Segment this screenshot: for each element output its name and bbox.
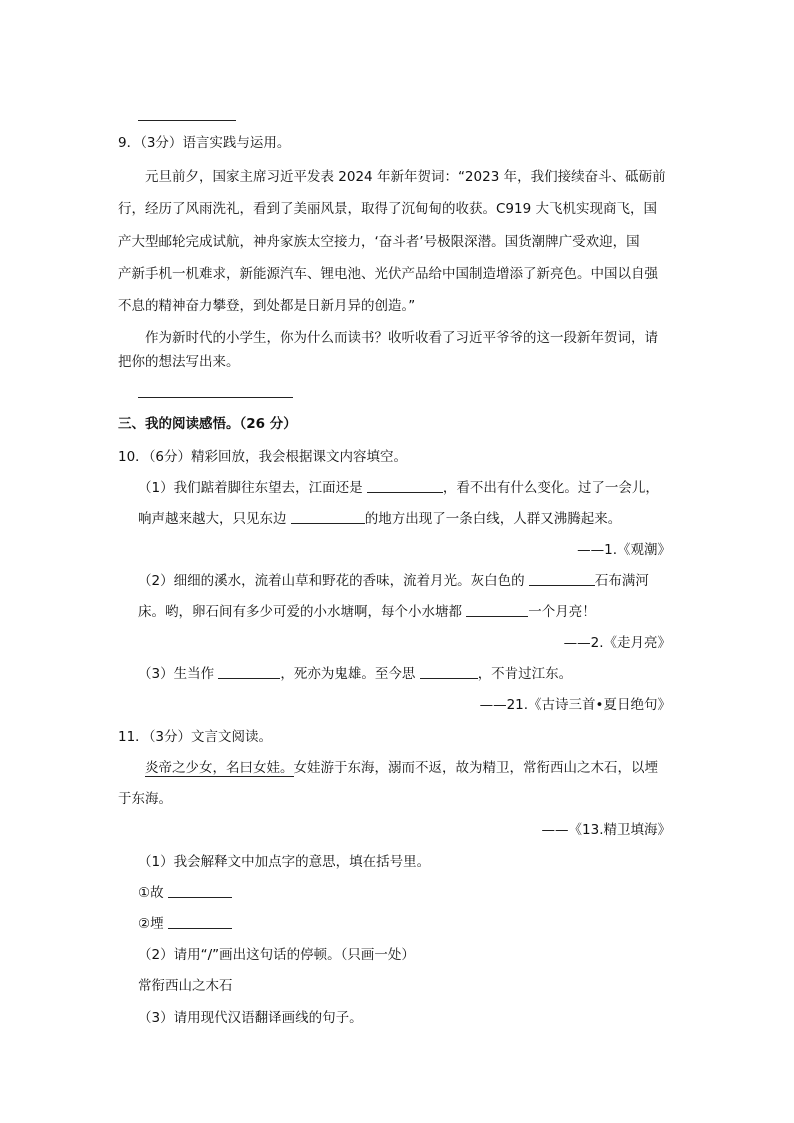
q9-para1-line3: 产大型邮轮完成试航，神舟家族太空接力，‘奋斗者’号极限深潜。国货潮牌广受欢迎，国 bbox=[118, 234, 640, 250]
q10-p1-source: ——1.《观潮》 bbox=[577, 542, 671, 558]
q11-sub2: （2）请用“/”画出这句话的停顿。（只画一处） bbox=[138, 947, 415, 963]
q10-p1-text-d: 的地方出现了一条白线，人群又沸腾起来。 bbox=[364, 511, 622, 527]
q11-sentence[interactable]: 常衔西山之木石 bbox=[138, 978, 233, 994]
q10-p1-text-c: 响声越来越大，只见东边 bbox=[138, 511, 287, 527]
q10-p3-source: ——21.《古诗三首•夏日绝句》 bbox=[479, 697, 671, 713]
q10-blank-2[interactable] bbox=[291, 509, 365, 524]
q10-p1-line1 bbox=[138, 478, 659, 498]
q11-blank-1[interactable] bbox=[168, 883, 232, 898]
q9-title: 语言实践与运用。 bbox=[182, 135, 291, 151]
q10-p1-text-b: ，看不出有什么变化。过了一会儿， bbox=[442, 480, 659, 496]
q11-header bbox=[118, 727, 272, 747]
q10-p3-text-a: （3）生当作 bbox=[138, 666, 215, 682]
q10-number: 10． bbox=[118, 449, 149, 465]
q11-item1-label: ①故 bbox=[138, 885, 164, 901]
q10-p1-text-a: （1）我们踮着脚往东望去，江面还是 bbox=[138, 480, 363, 496]
q9-number: 9． bbox=[118, 135, 141, 151]
q10-blank-6[interactable] bbox=[420, 664, 478, 679]
q10-p3-line1 bbox=[138, 664, 572, 684]
q10-title: 精彩回放，我会根据课文内容填空。 bbox=[191, 449, 408, 465]
q11-number: 11． bbox=[118, 729, 149, 745]
q10-p1-line2 bbox=[138, 509, 621, 529]
q11-sub3: （3）请用现代汉语翻译画线的句子。 bbox=[138, 1010, 363, 1026]
q11-text-line1 bbox=[145, 758, 658, 778]
q9-score: （3分） bbox=[140, 135, 183, 151]
q10-p2-text-a: （2）细细的溪水，流着山草和野花的香味，流着月光。灰白色的 bbox=[138, 573, 525, 589]
q11-text-rest: 女娃游于东海，溺而不返，故为精卫，常衔西山之木石，以堙 bbox=[293, 760, 658, 776]
q11-underlined-sentence: 炎帝之少女，名曰女娃。 bbox=[145, 760, 294, 776]
answer-line-top[interactable] bbox=[138, 120, 236, 121]
q11-source: ——《13.精卫填海》 bbox=[541, 822, 671, 838]
q10-p3-text-c: ，不肯过江东。 bbox=[477, 666, 573, 682]
q10-p2-line2 bbox=[138, 602, 596, 622]
q9-para2-line2: 把你的想法写出来。 bbox=[118, 354, 240, 370]
q10-blank-5[interactable] bbox=[218, 664, 280, 679]
q11-title: 文言文阅读。 bbox=[191, 729, 273, 745]
q10-p2-text-b: 石布满河 bbox=[594, 573, 649, 589]
q10-blank-1[interactable] bbox=[367, 478, 443, 493]
q10-p2-line1 bbox=[138, 571, 649, 591]
q11-blank-2[interactable] bbox=[168, 914, 232, 929]
q10-p2-text-d: 一个月亮！ bbox=[528, 604, 596, 620]
q10-score: （6分） bbox=[148, 449, 192, 465]
q11-item2-label: ②堙 bbox=[138, 916, 164, 932]
q11-score: （3分） bbox=[148, 729, 192, 745]
q11-text-line2: 于东海。 bbox=[118, 791, 172, 807]
q10-header bbox=[118, 447, 407, 467]
q10-p2-text-c: 床。哟，卵石间有多少可爱的小水塘啊，每个小水塘都 bbox=[138, 604, 462, 620]
q11-sub1: （1）我会解释文中加点字的意思，填在括号里。 bbox=[138, 854, 431, 870]
q11-item1 bbox=[138, 883, 232, 903]
q9-answer-line[interactable] bbox=[138, 397, 293, 398]
q9-para2-line1: 作为新时代的小学生，你为什么而读书？收听收看了习近平爷爷的这一段新年贺词，请 bbox=[145, 330, 658, 346]
q9-header bbox=[118, 133, 290, 153]
q11-item2 bbox=[138, 914, 232, 934]
q10-blank-3[interactable] bbox=[529, 571, 595, 586]
q9-para1-line5: 不息的精神奋力攀登，到处都是日新月异的创造。” bbox=[118, 298, 416, 314]
q10-blank-4[interactable] bbox=[466, 602, 528, 617]
q10-p3-text-b: ，死亦为鬼雄。至今思 bbox=[280, 666, 416, 682]
q10-p2-source: ——2.《走月亮》 bbox=[563, 635, 671, 651]
q9-para1-line1: 元旦前夕，国家主席习近平发表 2024 年新年贺词：“2023 年，我们接续奋斗、砥砺前 bbox=[145, 169, 666, 185]
q9-para1-line2: 行，经历了风雨洗礼，看到了美丽风景，取得了沉甸甸的收获。C919 大飞机实现商飞，国 bbox=[118, 201, 657, 217]
q9-para1-line4: 产新手机一机难求，新能源汽车、锂电池、光伏产品给中国制造增添了新亮色。中国以自强 bbox=[118, 266, 658, 282]
section3-title: 三、我的阅读感悟。（26 分） bbox=[118, 416, 297, 432]
